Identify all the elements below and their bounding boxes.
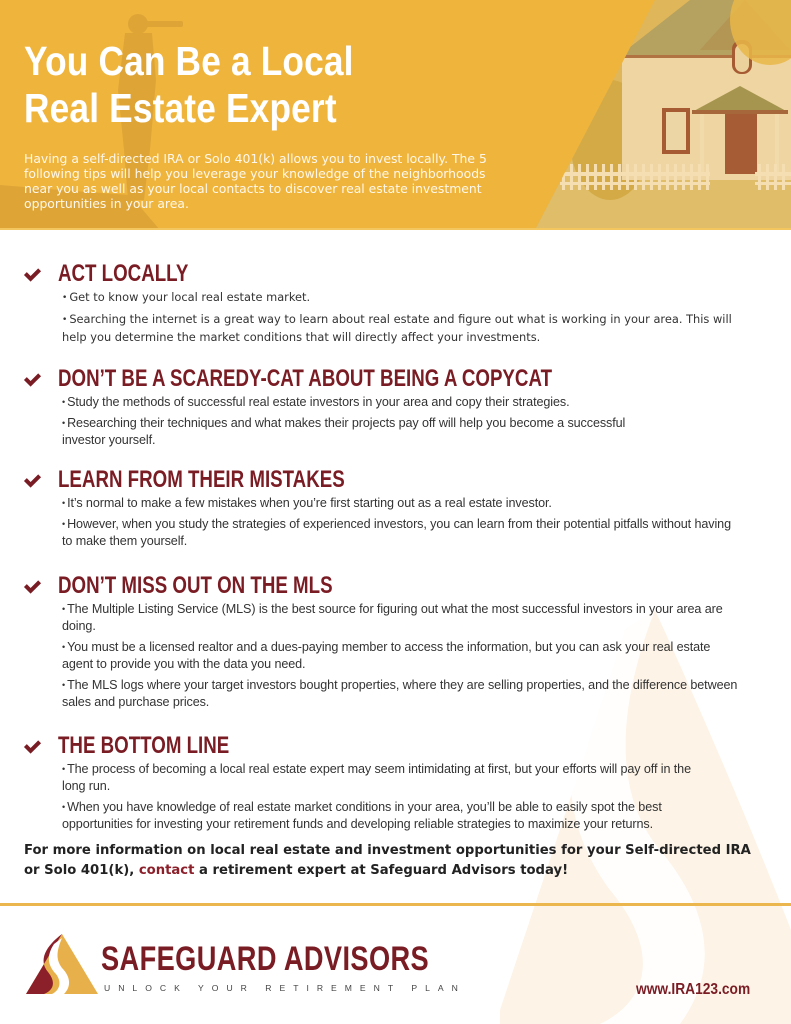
- page-title: You Can Be a Local Real Estate Expert: [24, 38, 354, 131]
- section-bottom-line: [0, 731, 791, 837]
- list-item: • Study the methods of successful real estate investors in your area and copy their strategies.: [62, 395, 570, 409]
- list-item: • You must be a licensed realtor and a dues-paying member to access the information, but you can ask your real estate agent to provide you with the data you need.: [62, 640, 711, 671]
- section-title: THE BOTTOM LINE: [58, 732, 230, 759]
- section-title: DON’T BE A SCAREDY-CAT ABOUT BEING A COPYCAT: [58, 365, 553, 392]
- section-title: ACT LOCALLY: [58, 260, 189, 287]
- hero-divider: [0, 228, 791, 230]
- list-item: • The MLS logs where your target investors bought properties, where they are selling properties, and the difference between sales and purchase prices.: [62, 678, 738, 709]
- check-icon: [23, 473, 42, 489]
- intro-paragraph: Having a self-directed IRA or Solo 401(k) allows you to invest locally. The 5 following tips will help you leverage your knowledge of the neighborhoods near you as well as your local contacts to discover real estate investment opportunities in your area.: [24, 151, 487, 211]
- list-item: • The process of becoming a local real estate expert may seem intimidating at first, but your efforts will pay off in the long run.: [62, 762, 691, 793]
- section-copycat: [0, 364, 791, 453]
- brand-name: SAFEGUARD ADVISORS: [101, 940, 430, 978]
- list-item: • Get to know your local real estate market.: [62, 290, 311, 304]
- logo-mark-icon: [24, 932, 100, 994]
- brand-tagline: UNLOCK YOUR RETIREMENT PLAN: [104, 983, 466, 993]
- list-item: • However, when you study the strategies of experienced investors, you can learn from their potential pitfalls without having to make them yourself.: [62, 517, 731, 548]
- list-item: • Searching the internet is a great way to learn about real estate and figure out what is working in your area. This will help you determine the market conditions that will directly affect your investments.: [62, 312, 732, 344]
- list-item: • The Multiple Listing Service (MLS) is the best source for figuring out what the most successful investors in your area are doing.: [62, 602, 723, 633]
- list-item: • When you have knowledge of real estate market conditions in your area, you’ll be able to easily spot the best opportunities for investing your retirement funds and developing reliable strategies to maximize your returns.: [62, 800, 662, 831]
- section-mls: [0, 571, 791, 715]
- list-item: • Researching their techniques and what makes their projects pay off will help you become a successful investor yourself.: [62, 416, 626, 447]
- section-act-locally: [0, 259, 791, 350]
- contact-link[interactable]: contact: [138, 863, 195, 878]
- section-title: DON’T MISS OUT ON THE MLS: [58, 572, 333, 599]
- section-title: LEARN FROM THEIR MISTAKES: [58, 466, 345, 493]
- check-icon: [23, 579, 42, 595]
- check-icon: [23, 267, 42, 283]
- website-link[interactable]: www.IRA123.com: [636, 981, 751, 998]
- safeguard-logo: [24, 930, 466, 1000]
- section-mistakes: [0, 465, 791, 554]
- hero-banner: [0, 0, 791, 230]
- closing-paragraph: For more information on local real estate and investment opportunities for your Self-directed IRA or Solo 401(k), contact a retirement expert at Safeguard Advisors today!: [24, 843, 751, 878]
- footer-divider: [0, 903, 791, 906]
- list-item: • It’s normal to make a few mistakes when you’re first starting out as a real estate investor.: [62, 496, 552, 510]
- check-icon: [23, 372, 42, 388]
- check-icon: [23, 739, 42, 755]
